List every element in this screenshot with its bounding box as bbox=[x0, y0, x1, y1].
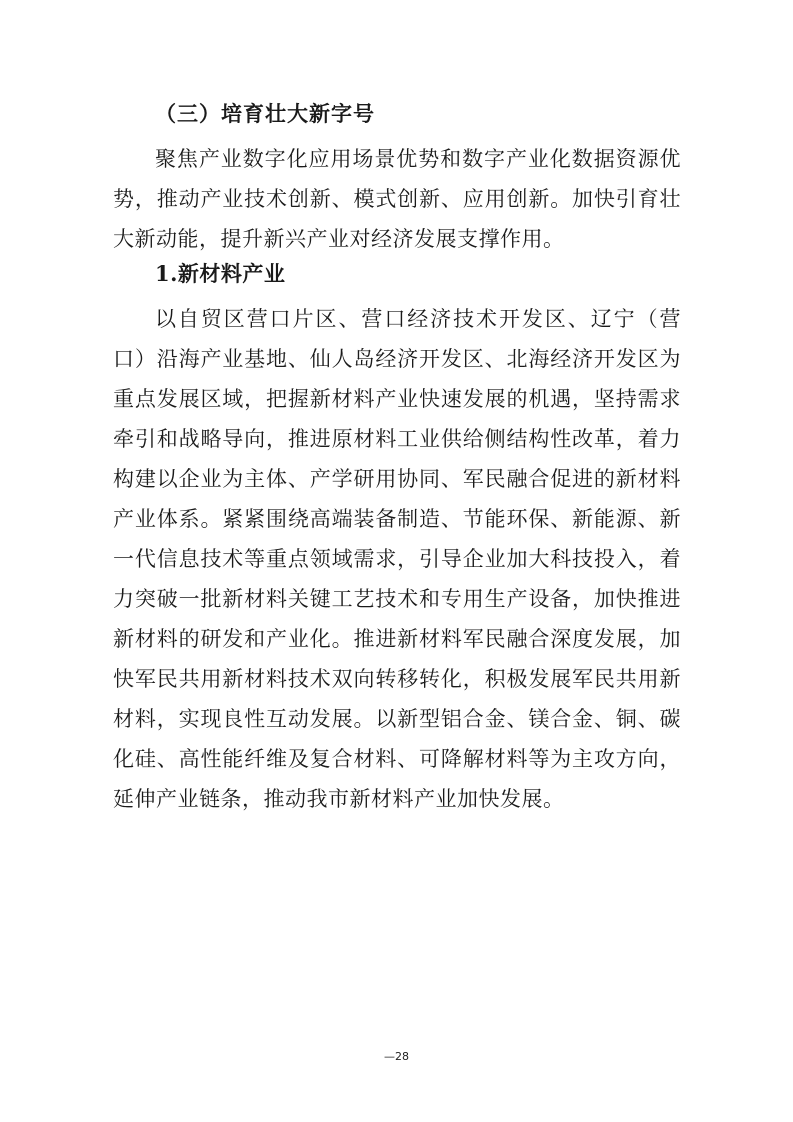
document-content bbox=[113, 99, 681, 819]
subsection-body-paragraph: 以自贸区营口片区、营口经济技术开发区、辽宁（营口）沿海产业基地、仙人岛经济开发区、北海经济开发区为重点发展区域，把握新材料产业快速发展的机遇，坚持需求牵引和战略导向，推进原材料工业供给侧结构性改革，着力构建以企业为主体、产学研用协同、军民融合促进的新材料产业体系。紧紧围绕高端装备制造、节能环保、新能源、新一代信息技术等重点领域需求，引导企业加大科技投入，着力突破一批新材料关键工艺技术和专用生产设备，加快推进新材料的研发和产业化。推进新材料军民融合深度发展，加快军民共用新材料技术双向转移转化，积极发展军民共用新材料，实现良性互动发展。以新型铝合金、镁合金、铜、碳化硅、高性能纤维及复合材料、可降解材料等为主攻方向，延伸产业链条，推动我市新材料产业加快发展。 bbox=[113, 307, 681, 811]
subsection-heading: 1.新材料产业 bbox=[155, 261, 286, 286]
section-intro-paragraph: 聚焦产业数字化应用场景优势和数字产业化数据资源优势，推动产业技术创新、模式创新、应用创新。加快引育壮大新动能，提升新兴产业对经济发展支撑作用。 bbox=[113, 147, 681, 251]
page-number: —28 bbox=[384, 1050, 409, 1063]
section-heading: （三）培育壮大新字号 bbox=[155, 102, 375, 126]
